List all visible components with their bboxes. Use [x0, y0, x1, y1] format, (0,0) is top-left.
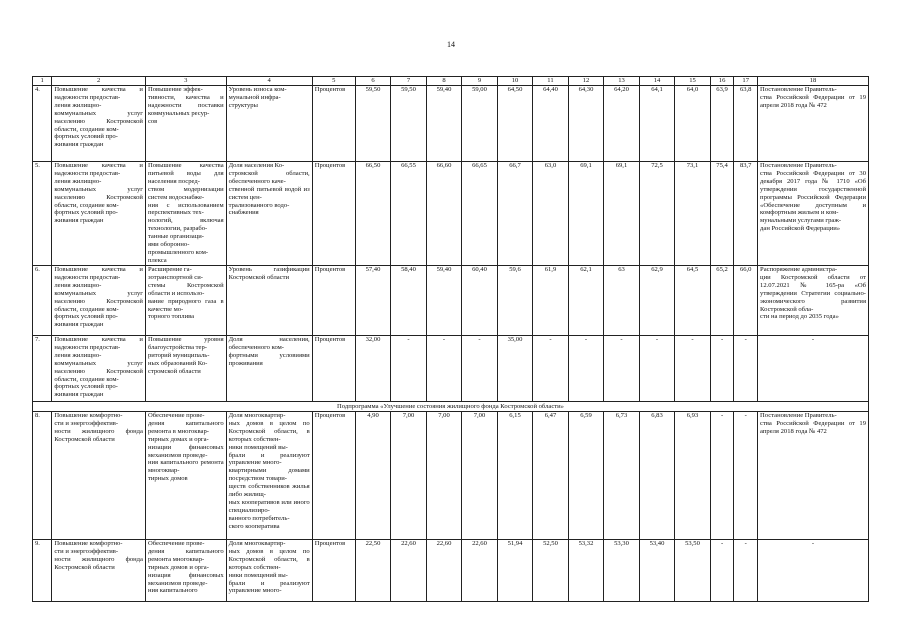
value-cell: 73,1	[675, 162, 711, 266]
value-cell: 35,00	[497, 336, 533, 402]
indicator-table	[32, 76, 869, 602]
value-cell: 6,15	[497, 412, 533, 540]
goal-cell: Повышение качества и надежности предостав- ления жилищно- коммунальных услуг населению Костромской области, создание ком- фортных условий про- живания граждан	[52, 86, 146, 162]
value-cell: 22,60	[391, 540, 427, 602]
value-cell: 59,00	[462, 86, 498, 162]
value-cell: 64,30	[568, 86, 604, 162]
header-row	[33, 77, 869, 86]
value-cell: 66,7	[497, 162, 533, 266]
header-cell: 11	[533, 77, 569, 86]
header-cell: 18	[758, 77, 869, 86]
table-row	[33, 336, 869, 402]
value-cell: -	[675, 336, 711, 402]
task-cell: Обеспечение прове- дения капитального ремонта в многоквар- тирных домах и орга- низации финансовых механизмов проведе- ния капитального ремонта многоквар- тирных домов	[145, 412, 226, 540]
task-cell: Повышение уровня благоустройства тер- риторий муниципаль- ных образований Ко- стромской области	[145, 336, 226, 402]
header-cell: 14	[639, 77, 675, 86]
value-cell: 63,9	[710, 86, 734, 162]
value-cell: 62,1	[568, 266, 604, 336]
unit-cell: Процентов	[312, 162, 355, 266]
value-cell: -	[462, 336, 498, 402]
header-cell: 7	[391, 77, 427, 86]
indicator-cell: Доля многоквартир- ных домов в целом по Костромской области, в которых собствен- ники помещений вы- брали и реализуют управление много-	[226, 540, 312, 602]
header-cell: 5	[312, 77, 355, 86]
header-cell: 10	[497, 77, 533, 86]
goal-cell: Повышение комфортно- сти и энергоэффектив- ности жилищного фонда Костромской области	[52, 540, 146, 602]
value-cell: -	[639, 336, 675, 402]
goal-cell: Повышение качества и надежности предостав- ления жилищно- коммунальных услуг населению Костромской области, создание ком- фортных условий про- живания граждан	[52, 266, 146, 336]
value-cell: 57,40	[355, 266, 391, 336]
value-cell: 52,50	[533, 540, 569, 602]
unit-cell: Процентов	[312, 336, 355, 402]
row-number: 5.	[33, 162, 52, 266]
value-cell: 69,1	[568, 162, 604, 266]
table-row	[33, 86, 869, 162]
value-cell: 6,59	[568, 412, 604, 540]
row-number: 7.	[33, 336, 52, 402]
value-cell: -	[568, 336, 604, 402]
value-cell: 60,40	[462, 266, 498, 336]
value-cell: 63,0	[533, 162, 569, 266]
header-cell: 15	[675, 77, 711, 86]
value-cell: 61,9	[533, 266, 569, 336]
indicator-cell: Доля населения, обеспеченного ком- фортными условиями проживания	[226, 336, 312, 402]
basis-cell: Распоряжение администра- ции Костромской области от 12.07.2021 № 165-ра «Об утверждении Стратегии социально-экономического развития Костромской обла- сти на период до 2035 года»	[758, 266, 869, 336]
header-cell: 6	[355, 77, 391, 86]
value-cell: 58,40	[391, 266, 427, 336]
table-row	[33, 412, 869, 540]
row-number: 4.	[33, 86, 52, 162]
value-cell: 64,20	[604, 86, 640, 162]
goal-cell: Повышение качества и надежности предостав- ления жилищно- коммунальных услуг населению Костромской области, создание ком- фортных условий про- живания граждан	[52, 336, 146, 402]
header-cell: 1	[33, 77, 52, 86]
value-cell: 66,60	[426, 162, 462, 266]
goal-cell: Повышение качества и надежности предостав- ления жилищно- коммунальных услуг населению Костромской области, создание ком- фортных условий про- живания граждан	[52, 162, 146, 266]
value-cell: 59,50	[355, 86, 391, 162]
basis-cell: -	[758, 540, 869, 602]
value-cell: 66,65	[462, 162, 498, 266]
value-cell: 62,9	[639, 266, 675, 336]
value-cell: 63,8	[734, 86, 758, 162]
table-row	[33, 540, 869, 602]
indicator-cell: Уровень износа ком- мунальной инфра- структуры	[226, 86, 312, 162]
basis-cell: Постановление Правитель- ства Российской Федерации от 19 апреля 2018 года № 472	[758, 86, 869, 162]
value-cell: -	[426, 336, 462, 402]
basis-cell: -	[758, 336, 869, 402]
unit-cell: Процентов	[312, 540, 355, 602]
goal-cell: Повышение комфортно- сти и энергоэффектив- ности жилищного фонда Костромской области	[52, 412, 146, 540]
value-cell: 7,00	[426, 412, 462, 540]
value-cell: 53,30	[604, 540, 640, 602]
table-row	[33, 162, 869, 266]
value-cell: -	[710, 336, 734, 402]
value-cell: 4,90	[355, 412, 391, 540]
value-cell: 53,40	[639, 540, 675, 602]
value-cell: 66,50	[355, 162, 391, 266]
unit-cell: Процентов	[312, 412, 355, 540]
value-cell: 83,7	[734, 162, 758, 266]
row-number: 6.	[33, 266, 52, 336]
value-cell: 7,00	[391, 412, 427, 540]
value-cell: 22,60	[462, 540, 498, 602]
value-cell: 6,93	[675, 412, 711, 540]
basis-cell: Постановление Правитель- ства Российской Федерации от 30 декабря 2017 года № 1710 «Об утверждении государственной программы Российской Федерации «Обеспечение доступным и комфортным жильем и ком- мунальными услугами граж- дан Российской Федерации»	[758, 162, 869, 266]
value-cell: 63	[604, 266, 640, 336]
subprogram-title: Подпрограмма «Улучшение состояния жилищного фонда Костромской области»	[33, 402, 869, 412]
value-cell: 59,50	[391, 86, 427, 162]
value-cell: 6,47	[533, 412, 569, 540]
value-cell: 59,40	[426, 266, 462, 336]
header-cell: 8	[426, 77, 462, 86]
value-cell: 53,32	[568, 540, 604, 602]
value-cell: -	[533, 336, 569, 402]
value-cell: 66,0	[734, 266, 758, 336]
basis-cell: Постановление Правитель- ства Российской Федерации от 19 апреля 2018 года № 472	[758, 412, 869, 540]
subprogram-row	[33, 402, 869, 412]
value-cell: -	[604, 336, 640, 402]
indicator-cell: Доля многоквартир- ных домов в целом по Костромской области, в которых собствен- ники помещений вы- брали и реализуют управление много- квартирными домами посредством товари- ществ собственников жилья либо жилищ- ных кооперативов или иного специализиро- ванного потребитель- ского кооператива	[226, 412, 312, 540]
value-cell: -	[710, 412, 734, 540]
value-cell: 64,5	[675, 266, 711, 336]
value-cell: 66,55	[391, 162, 427, 266]
value-cell: -	[734, 540, 758, 602]
value-cell: 6,73	[604, 412, 640, 540]
value-cell: 7,00	[462, 412, 498, 540]
header-cell: 3	[145, 77, 226, 86]
task-cell: Повышение качества питьевой воды для населения посред- ством модернизации систем водоснабже- ния с использованием перспективных тех- нологий, включая технологии, разрабо- танные организаци- ями оборонно- промышленного ком- плекса	[145, 162, 226, 266]
value-cell: 64,40	[533, 86, 569, 162]
value-cell: 64,50	[497, 86, 533, 162]
value-cell: 6,83	[639, 412, 675, 540]
header-cell: 9	[462, 77, 498, 86]
table-row	[33, 266, 869, 336]
unit-cell: Процентов	[312, 266, 355, 336]
value-cell: 72,5	[639, 162, 675, 266]
task-cell: Расширение га- зотранспортной си- стемы Костромской области и использо- вание природного газа в качестве мо- торного топлива	[145, 266, 226, 336]
unit-cell: Процентов	[312, 86, 355, 162]
value-cell: 51,94	[497, 540, 533, 602]
value-cell: -	[734, 336, 758, 402]
value-cell: 65,2	[710, 266, 734, 336]
indicator-cell: Уровень газификации Костромской области	[226, 266, 312, 336]
row-number: 9.	[33, 540, 52, 602]
value-cell: 59,40	[426, 86, 462, 162]
value-cell: -	[710, 540, 734, 602]
row-number: 8.	[33, 412, 52, 540]
value-cell: 59,6	[497, 266, 533, 336]
value-cell: 32,00	[355, 336, 391, 402]
value-cell: 22,60	[426, 540, 462, 602]
value-cell: -	[734, 412, 758, 540]
value-cell: 75,4	[710, 162, 734, 266]
header-cell: 16	[710, 77, 734, 86]
header-cell: 17	[734, 77, 758, 86]
value-cell: 64,1	[639, 86, 675, 162]
header-cell: 13	[604, 77, 640, 86]
value-cell: 53,50	[675, 540, 711, 602]
value-cell: -	[391, 336, 427, 402]
task-cell: Повышение эффек- тивности, качества и надежности поставки коммунальных ресур- сов	[145, 86, 226, 162]
header-cell: 2	[52, 77, 146, 86]
page-number: 14	[447, 40, 455, 49]
header-cell: 12	[568, 77, 604, 86]
indicator-cell: Доля населения Ко- стромской области, обеспеченного каче- ственной питьевой водой из систем цен- трализованного водо- снабжения	[226, 162, 312, 266]
value-cell: 22,50	[355, 540, 391, 602]
task-cell: Обеспечение прове- дения капитального ремонта многоквар- тирных домов и орга- низация финансовых механизмов проведе- ния капитального	[145, 540, 226, 602]
value-cell: 69,1	[604, 162, 640, 266]
value-cell: 64,0	[675, 86, 711, 162]
header-cell: 4	[226, 77, 312, 86]
